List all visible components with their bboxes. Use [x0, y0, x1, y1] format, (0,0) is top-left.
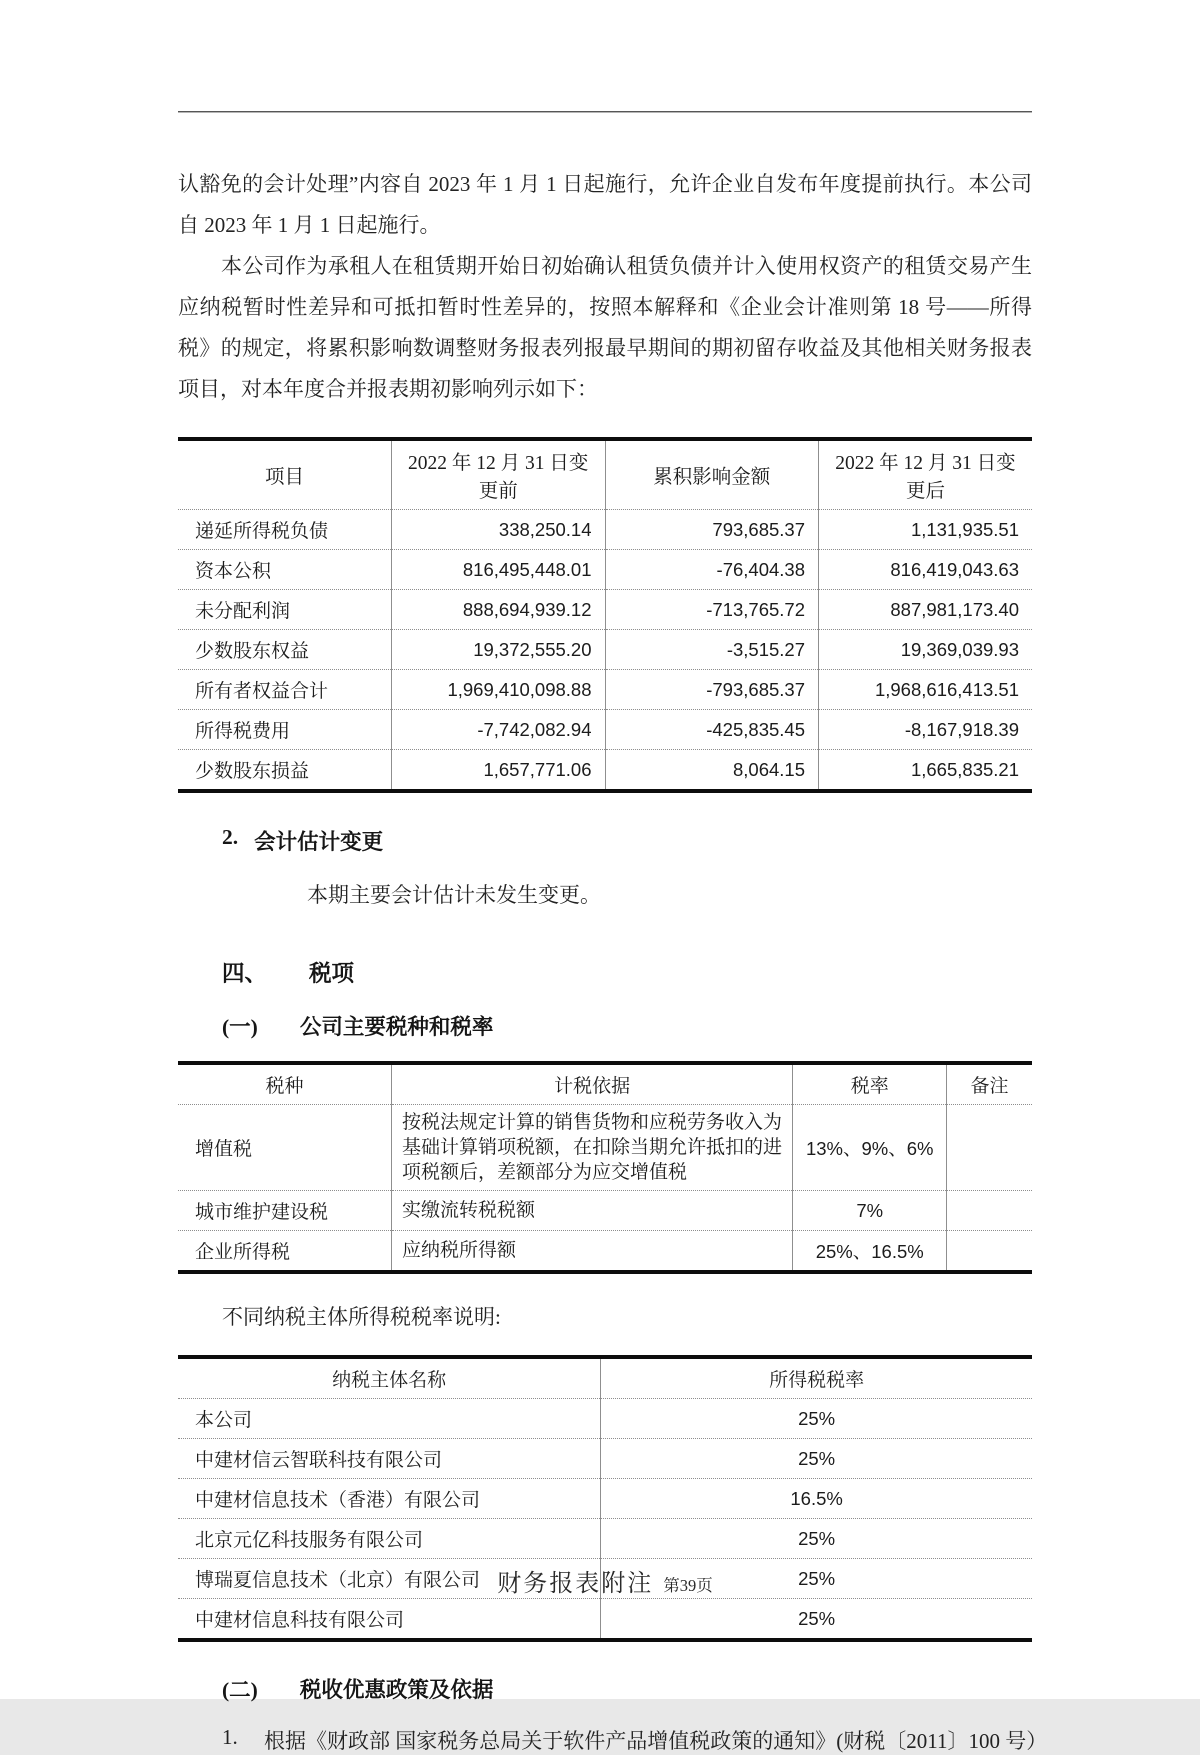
item-label: 所有者权益合计 — [178, 670, 392, 710]
footer-title: 财务报表附注 — [497, 1571, 654, 1597]
table-row — [178, 550, 1032, 590]
item-label: 未分配利润 — [178, 590, 392, 630]
value-after: -8,167,918.39 — [819, 710, 1033, 750]
value-impact: -3,515.27 — [605, 630, 819, 670]
item-label: 所得税费用 — [178, 710, 392, 750]
table-header-row — [178, 439, 1032, 510]
entities-note-text: 不同纳税主体所得税税率说明: — [222, 1305, 501, 1329]
value-before: 816,495,448.01 — [392, 550, 606, 590]
value-after: 887,981,173.40 — [819, 590, 1033, 630]
entity-name: 中建材信云智联科技有限公司 — [178, 1439, 601, 1479]
tax-remark — [947, 1231, 1032, 1273]
value-impact: -425,835.45 — [605, 710, 819, 750]
entity-name: 博瑞夏信息技术（北京）有限公司 — [178, 1559, 601, 1599]
entity-tax-rate: 16.5% — [601, 1479, 1032, 1519]
value-impact: 793,685.37 — [605, 510, 819, 550]
heading-accounting-estimate-change — [222, 825, 1032, 856]
column-header-item: 项目 — [178, 439, 392, 510]
entity-name: 中建材信息科技有限公司 — [178, 1599, 601, 1641]
value-after: 1,665,835.21 — [819, 750, 1033, 792]
list-item-number: 1. — [222, 1725, 238, 1749]
heading-title: 税项 — [309, 961, 355, 986]
table-header-row — [178, 1357, 1032, 1399]
tax-basis: 实缴流转税税额 — [392, 1191, 793, 1231]
table-header-row — [178, 1063, 1032, 1105]
entity-tax-rate: 25% — [601, 1519, 1032, 1559]
table-row — [178, 1519, 1032, 1559]
tax-rate: 7% — [793, 1191, 947, 1231]
policy-list-item — [222, 1725, 1048, 1755]
table-row — [178, 1439, 1032, 1479]
heading-gap — [238, 825, 254, 856]
table-row — [178, 710, 1032, 750]
table-row — [178, 1105, 1032, 1191]
entity-tax-rate: 25% — [601, 1439, 1032, 1479]
tax-type: 增值税 — [178, 1105, 392, 1191]
page-content — [178, 0, 1048, 1755]
tax-basis: 应纳税所得额 — [392, 1231, 793, 1273]
heading-gap — [258, 1010, 300, 1041]
column-header-income-tax-rate: 所得税税率 — [601, 1357, 1032, 1399]
value-before: 338,250.14 — [392, 510, 606, 550]
heading-tax-incentives — [222, 1673, 1032, 1704]
column-header-remark: 备注 — [947, 1063, 1032, 1105]
column-header-tax-basis: 计税依据 — [392, 1063, 793, 1105]
table-row — [178, 590, 1032, 630]
value-after: 1,968,616,413.51 — [819, 670, 1033, 710]
tax-type: 企业所得税 — [178, 1231, 392, 1273]
value-before: 1,969,410,098.88 — [392, 670, 606, 710]
heading-title: 会计估计变更 — [254, 830, 384, 854]
table-row — [178, 1399, 1032, 1439]
value-impact: -793,685.37 — [605, 670, 819, 710]
column-header-impact: 累积影响金额 — [605, 439, 819, 510]
item-label: 少数股东权益 — [178, 630, 392, 670]
table-row — [178, 1231, 1032, 1273]
heading-number: (二) — [222, 1678, 258, 1702]
tax-basis: 按税法规定计算的销售货物和应税劳务收入为基础计算销项税额，在扣除当期允许抵扣的进项税额后，差额部分为应交增值税 — [392, 1105, 793, 1191]
table-row — [178, 630, 1032, 670]
list-item-text: 根据《财政部 国家税务总局关于软件产品增值税政策的通知》(财税〔2011〕100 号） — [264, 1729, 1048, 1753]
value-impact: -76,404.38 — [605, 550, 819, 590]
heading-number: (一) — [222, 1015, 258, 1039]
tax-types-table — [178, 1061, 1032, 1274]
heading-number: 2. — [222, 825, 239, 849]
entity-tax-rate: 25% — [601, 1599, 1032, 1641]
value-after: 19,369,039.93 — [819, 630, 1033, 670]
value-impact: -713,765.72 — [605, 590, 819, 630]
value-after: 816,419,043.63 — [819, 550, 1033, 590]
entity-name: 本公司 — [178, 1399, 601, 1439]
entity-tax-rate: 25% — [601, 1559, 1032, 1599]
heading-title: 税收优惠政策及依据 — [299, 1678, 494, 1702]
column-header-after: 2022 年 12 月 31 日变更后 — [819, 439, 1033, 510]
heading-tax-section — [222, 956, 1032, 988]
column-header-entity-name: 纳税主体名称 — [178, 1357, 601, 1399]
tax-rate: 25%、16.5% — [793, 1231, 947, 1273]
item-label: 少数股东损益 — [178, 750, 392, 792]
table-row — [178, 750, 1032, 792]
table-row — [178, 670, 1032, 710]
table-row — [178, 1479, 1032, 1519]
tax-entities-table — [178, 1355, 1032, 1642]
table-row — [178, 510, 1032, 550]
value-before: 1,657,771.06 — [392, 750, 606, 792]
estimate-body-text: 本期主要会计估计未发生变更。 — [307, 883, 601, 907]
heading-title: 公司主要税种和税率 — [299, 1015, 494, 1039]
value-before: 19,372,555.20 — [392, 630, 606, 670]
heading-gap — [258, 1673, 300, 1704]
table-row — [178, 1599, 1032, 1641]
heading-gap — [267, 956, 309, 988]
entity-name: 北京元亿科技服务有限公司 — [178, 1519, 601, 1559]
adjustment-impact-table — [178, 437, 1032, 793]
item-label: 资本公积 — [178, 550, 392, 590]
tax-remark — [947, 1191, 1032, 1231]
heading-main-taxes — [222, 1010, 1032, 1041]
footer-page-number: 第39页 — [663, 1576, 713, 1595]
value-after: 1,131,935.51 — [819, 510, 1033, 550]
header-rule — [178, 111, 1032, 113]
column-header-before: 2022 年 12 月 31 日变更前 — [392, 439, 606, 510]
tax-remark — [947, 1105, 1032, 1191]
column-header-tax-type: 税种 — [178, 1063, 392, 1105]
value-before: -7,742,082.94 — [392, 710, 606, 750]
entity-name: 中建材信息技术（香港）有限公司 — [178, 1479, 601, 1519]
paragraph-effective-date: 认豁免的会计处理”内容自 2023 年 1 月 1 日起施行，允许企业自发布年度提前执行。本公司自 2023 年 1 月 1 日起施行。 — [178, 172, 1032, 237]
value-before: 888,694,939.12 — [392, 590, 606, 630]
table-row — [178, 1191, 1032, 1231]
item-label: 递延所得税负债 — [178, 510, 392, 550]
paragraph-lease-adjustment: 本公司作为承租人在租赁期开始日初始确认租赁负债并计入使用权资产的租赁交易产生应纳税暂时性差异和可抵扣暂时性差异的，按照本解释和《企业会计准则第 18 号——所得税》的规定，将累积影响数调整财务报表列报最早期间的期初留存收益及其他相关财务报表项目，对本年度合并报表期初影响列示如下： — [178, 254, 1032, 401]
tax-rate: 13%、9%、6% — [793, 1105, 947, 1191]
column-header-tax-rate: 税率 — [793, 1063, 947, 1105]
heading-number: 四、 — [222, 961, 268, 986]
page-footer — [178, 1563, 1032, 1598]
value-impact: 8,064.15 — [605, 750, 819, 792]
tax-type: 城市维护建设税 — [178, 1191, 392, 1231]
entity-tax-rate: 25% — [601, 1399, 1032, 1439]
